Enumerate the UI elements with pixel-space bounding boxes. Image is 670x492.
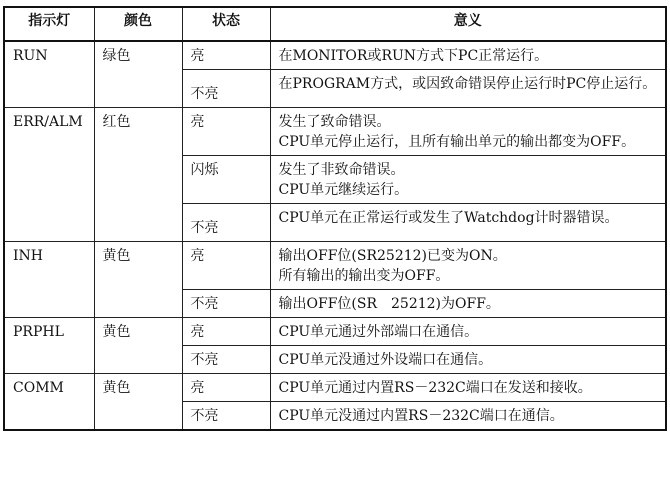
meaning-line: 发生了致命错误。 xyxy=(278,114,391,130)
table-row xyxy=(4,318,666,346)
meaning-cell xyxy=(270,402,666,431)
meaning-cell xyxy=(270,318,666,346)
indicator-cell: PRPHL xyxy=(4,318,94,374)
state-cell: 不亮 xyxy=(182,346,270,374)
color-cell: 黄色 xyxy=(94,374,182,431)
meaning-line: CPU单元通过外部端口在通信。 xyxy=(278,324,479,340)
color-cell: 红色 xyxy=(94,108,182,242)
meaning-line: CPU单元停止运行，且所有输出单元的输出都变为OFF。 xyxy=(278,134,636,150)
meaning-line: 所有输出的输出变为OFF。 xyxy=(278,268,450,284)
state-cell: 不亮 xyxy=(182,70,270,108)
meaning-cell xyxy=(270,41,666,70)
color-cell: 黄色 xyxy=(94,242,182,318)
meaning-cell xyxy=(270,108,666,156)
meaning-line: 输出OFF位(SR 25212)为OFF。 xyxy=(278,296,500,312)
state-cell: 亮 xyxy=(182,242,270,290)
color-cell: 黄色 xyxy=(94,318,182,374)
meaning-cell xyxy=(270,290,666,318)
table-row xyxy=(4,41,666,70)
state-cell: 亮 xyxy=(182,318,270,346)
meaning-line: 在PROGRAM方式，或因致命错误停止运行时PC停止运行。 xyxy=(278,76,657,92)
color-cell: 绿色 xyxy=(94,41,182,108)
header-indicator: 指示灯 xyxy=(4,7,94,41)
table-header-row xyxy=(4,7,666,41)
state-cell: 闪烁 xyxy=(182,156,270,204)
meaning-cell xyxy=(270,70,666,108)
indicator-cell: INH xyxy=(4,242,94,318)
meaning-line: 发生了非致命错误。 xyxy=(278,162,405,178)
indicator-table xyxy=(3,6,667,431)
state-cell: 亮 xyxy=(182,108,270,156)
meaning-cell xyxy=(270,204,666,242)
meaning-line: CPU单元在正常运行或发生了Watchdog计时器错误。 xyxy=(278,210,619,226)
meaning-cell xyxy=(270,242,666,290)
indicator-cell: RUN xyxy=(4,41,94,108)
meaning-line: 在MONITOR或RUN方式下PC正常运行。 xyxy=(278,48,549,64)
table-row xyxy=(4,108,666,156)
header-meaning: 意义 xyxy=(270,7,666,41)
table-row xyxy=(4,374,666,402)
indicator-cell: ERR/ALM xyxy=(4,108,94,242)
meaning-line: CPU单元没通过内置RS－232C端口在通信。 xyxy=(278,408,564,424)
state-cell: 不亮 xyxy=(182,290,270,318)
meaning-cell xyxy=(270,346,666,374)
meaning-line: CPU单元继续运行。 xyxy=(278,182,409,198)
state-cell: 不亮 xyxy=(182,402,270,431)
meaning-line: CPU单元通过内置RS－232C端口在发送和接收。 xyxy=(278,380,592,396)
meaning-cell xyxy=(270,156,666,204)
indicator-cell: COMM xyxy=(4,374,94,431)
meaning-cell xyxy=(270,374,666,402)
state-cell: 亮 xyxy=(182,41,270,70)
header-color: 颜色 xyxy=(94,7,182,41)
meaning-line: 输出OFF位(SR25212)已变为ON。 xyxy=(278,248,507,264)
indicator-table-container xyxy=(3,6,665,490)
state-cell: 亮 xyxy=(182,374,270,402)
state-cell: 不亮 xyxy=(182,204,270,242)
header-state: 状态 xyxy=(182,7,270,41)
meaning-line: CPU单元没通过外设端口在通信。 xyxy=(278,352,493,368)
table-row xyxy=(4,242,666,290)
